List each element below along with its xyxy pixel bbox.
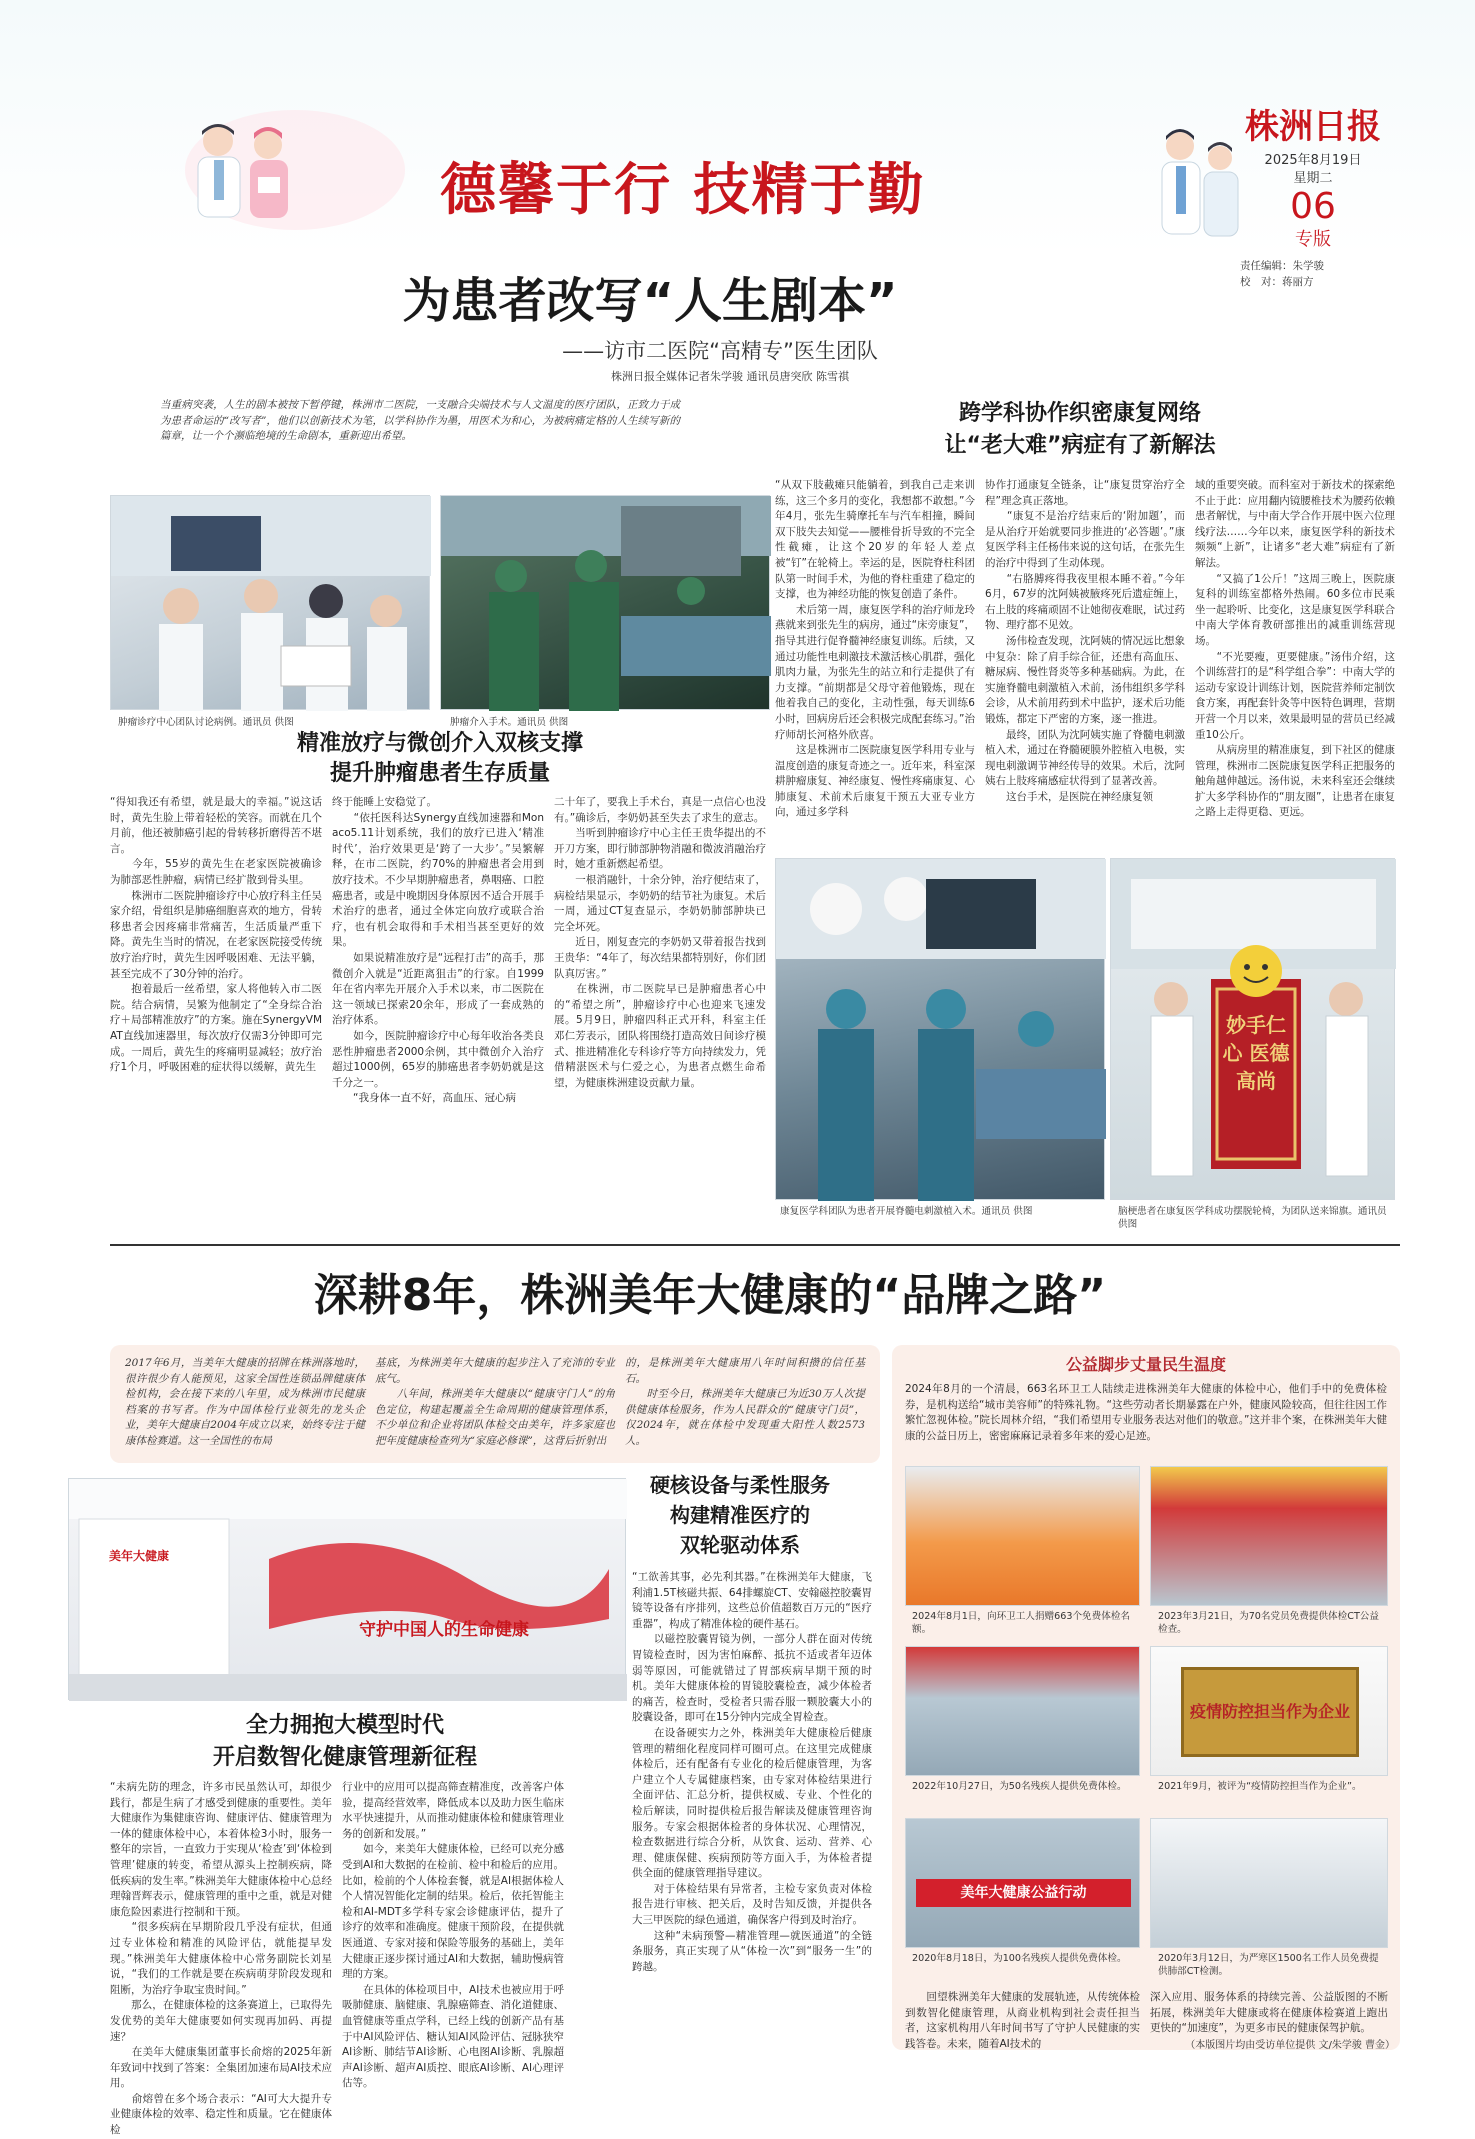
lobby-logo-text: 美年大健康: [109, 1549, 170, 1563]
welfare-banner-text: 美年大健康公益行动: [960, 1885, 1087, 1901]
article1-intro: 当重病突袭，人生的剧本被按下暂停键，株洲市二医院，一支融合尖端技术与人文温度的医疗团队，正致力于成为患者命运的“改写者”，他们以创新技术为笔，以学科协作为墨，用医术为和心，为被病痛定格的人生续写新的篇章，让一个个濒临绝境的生命剧本，重新迎出希望。: [160, 399, 680, 443]
photo-caption-spinal-surgery: 康复医学科团队为患者开展脊髓电刺激植入术。通讯员 供图: [780, 1206, 1033, 1217]
article1-subtitle: ——访市二医院“高精专”医生团队: [562, 339, 878, 363]
section-c-column-2: 行业中的应用可以提高筛查精准度，改善客户体验，提高经营效率，降低成本以及助力医生临床水平快速提升，从而推动健康体检和健康管理业务的创新和发展。” 如今，来美年大健康体检，已经可以充分感受到AI和大数据的在检前、检中和检后的应用。比如，检前的个人体检套餐，就是AI根据体检人个人情况智能化定制的结果。检后，依托智能主检和AI-MDT多学科专家会诊健康评估，提升了诊疗的效率和准确度。健康干预阶段，在提供就医通道、专家对接和保险等服务的基础上，美年大健康正逐步探讨通过AI和大数据，辅助慢病管理的方案。 在具体的体检项目中，AI技术也被应用于呼吸肺健康、脑健康、乳腺癌筛查、消化道健康、血管健康等重点学科，已经上线的创新产品有基于中AI风险评估、糖认知AI风险评估、冠脉狭窄AI诊断、肺结节AI诊断、心电图AI诊断、乳腺超声AI诊断、超声AI质控、眼底AI诊断、AI心理评估等。: [342, 1781, 564, 2090]
award-plaque-text: 疫情防控担当作为企业: [1189, 1702, 1350, 1721]
article2-intro-column-3: 的，是株洲美年大健康用八年时间积攒的信任基石。 时至今日，株洲美年大健康已为近30万人次提供健康体检服务，作为人民群众的“健康守门员”，仅2024年，就在体检中发现重大阳性人数2573人。: [625, 1357, 865, 1447]
photo-clinic-lobby: [68, 1478, 626, 1700]
section-c-column-1: “未病先防的理念，许多市民虽然认可，却很少践行，都是生病了才感受到健康的重要性。美年大健康作为集健康咨询、健康评估、健康管理为一体的健康体检中心，本着体检3小时，服务一整年的宗旨，一直致力于实现从‘检查’到‘体检到管理’健康的转变，希望从源头上控制疾病，降低疾病的发生率。”株洲美年大健康体检中心总经理翰晋辉表示，健康管理的重中之重，就是对健康危险因素进行控制和干预。 “很多疾病在早期阶段几乎没有症状，但通过专业体检和精准的风险评估，就能提早发现。”株洲美年大健康体检中心常务副院长刘星说，“我们的工作就是要在疾病萌芽阶段发现和阻断，为治疗争取宝贵时间。” 那么，在健康体检的这条赛道上，已取得先发优势的美年大健康要如何实现再加码、再提速？ 在美年大健康集团董事长俞熔的2025年新年致词中找到了答案：全集团加速布局AI技术应用。 俞熔曾在多个场合表示：“AI可大大提升专业健康体检的效率、稳定性和质量。它在健康体检: [110, 1781, 332, 2137]
photo-tumor-surgery: [440, 495, 770, 710]
section-b-column-2: 协作打通康复全链条，让“康复贯穿治疗全程”理念真正落地。 “康复不是治疗结束后的‘附加题’，而是从治疗开始就要同步推进的‘必答题’。”康复医学科主任杨伟来说的这句话，在张先生的治疗中得到了生动体现。 “右胳膊疼得我夜里根本睡不着。”今年6月，67岁的沈阿姨被腋疼死后遗症缠上，右上肢的疼痛顽固不让她彻夜难眠，试过药物、理疗都不见效。 汤伟检查发现，沈阿姨的情况远比想象中复杂：除了肩手综合征，还患有高血压、糖尿病、慢性肾炎等多种基础病。为此，在实施脊髓电刺激植入术前，汤伟组织多学科会诊，从术前用药到术中监护，逐术后功能锻炼，都定下严密的方案，逐一推进。 最终，团队为沈阿姨实施了脊髓电刺激植入术，通过在脊髓硬膜外腔植入电极，实现电刺激调节神经传导的效果。术后，沈阿姨右上肢疼痛感症状得到了显著改善。 这台手术，是医院在神经康复领: [985, 479, 1185, 803]
article2-intro-column-2: 基底，为株洲美年大健康的起步注入了充沛的专业底气。 八年间，株洲美年大健康以“健康守门人”的角色定位，构建起覆盖全生命周期的健康管理体系，不少单位和企业将团队体检交由美年，许多家庭也把年度健康检查列为“家庭必修课”，这背后折射出: [375, 1357, 615, 1447]
photo-team-discussion: [110, 495, 430, 710]
proof-line: 校 对：蒋丽方: [1240, 276, 1314, 288]
editor-line: 责任编辑：朱学骏: [1240, 260, 1324, 272]
photo-caption-award: 2021年9月，被评为“疫情防控担当作为企业”。: [1158, 1781, 1362, 1792]
issue-weekday: 星期二: [1293, 171, 1333, 186]
section-a-column-2: 终于能睡上安稳觉了。 “依托医科达Synergy直线加速器和Monaco5.11计划系统，我们的放疗已进入‘精准时代’，治疗效果更是‘跨了一大步’。”吴繁解释，在市二医院，约70%的肿瘤患者会用到放疗技术。不少早期肿瘤患者，鼻咽癌、口腔癌患者，或是中晚期因身体原因不适合开展手术治疗的患者，通过全体定向放疗或联合治疗，也有机会取得和手术相当甚至更好的效果。 如果说精准放疗是“远程打击”的高手，那微创介入就是“近距离狙击”的行家。自1999年在省内率先开展介入手术以来，市二医院在这一领域已探索20余年，形成了一套成熟的治疗体系。 如今，医院肿瘤诊疗中心每年收治各类良恶性肿瘤患者2000余例，其中微创介入治疗超过1000例，65岁的肺癌患者李奶奶就是这千分之一。 “我身体一直不好，高血压、冠心病: [332, 796, 544, 1105]
photo-lung-ct-2020: [1150, 1818, 1388, 1948]
section-b-column-1: “从双下肢截瘫只能躺着，到我自己走来训练，这三个多月的变化，我想都不敢想。”今年4月，张先生骑摩托车与汽车相撞，瞬间双下肢失去知觉——腰椎骨折导致的不完全性截瘫，让这个20岁的年轻人差点被“钉”在轮椅上。幸运的是，医院脊柱科团队第一时间手术，为他的脊柱重建了稳定的支撑，也为神经功能的恢复创造了条件。 术后第一周，康复医学科的治疗师龙玲燕就来到张先生的病房，通过“床旁康复”，指导其进行促脊髓神经康复训练。后续，又通过功能性电刺激技术激活核心肌群，强化肌肉力量，为张先生的站立和行走提供了有力支撑。“前期都是父母守着他锻炼，现在他着我自己的变化，主动性强，每天训练6小时，回病房后还会积极完成配套练习。”治疗师胡长河格外欣喜。 这是株洲市二医院康复医学科用专业与温度创造的康复奇迹之一。近年来，科室深耕肿瘤康复、神经康复、慢性疼痛康复、心肺康复、术前术后康复干预五大亚专业方向，通过多学科: [775, 479, 975, 819]
section-a-column-3: 二十年了，要我上手术台，真是一点信心也没有。”确诊后，李奶奶甚至失去了求生的意志。 当听到肿瘤诊疗中心主任王贵华提出的不开刀方案，即行肺部肿物消融和微波消融治疗时，她才重新燃起希望。 一根消融针，十余分钟，治疗便结束了，病检结果显示，李奶奶的结节社为康复。术后一周，通过CT复查显示，李奶奶肺部肿块已完全坏死。 近日，刚复查完的李奶奶又带着报告找到王贵华：“4年了，每次结果都特别好，你们团队真厉害。” 在株洲，市二医院早已是肿瘤患者心中的“希望之所”，肿瘤诊疗中心也迎来飞速发展。5月9日，肿瘤四科正式开科，科室主任邓仁芳表示，团队将围绕打造高效日间诊疗模式、推进精准化专科诊疗等方向持续发力，凭借精湛医术与仁爱之心，为患者点燃生命希望，为健康株洲建设贡献力量。: [554, 796, 766, 1089]
section-b-column-3: 域的重要突破。而科室对于新技术的探索绝不止于此：应用翻内镜腰椎技术为腰药依赖患者解忧，与中南大学合作开展中医六位理线疗法……今年以来，康复医学科的新技术频频“上新”，让诸多“老大难”病症有了新解法。 “又搞了1公斤！”这周三晚上，医院康复科的训练室都格外热闹。60多位市民乘坐一起聆听、比变化，这是康复医学科联合中南大学体育教研部推出的减重训练营现场。 “不光要瘦，更要健康。”汤伟介绍，这个训练营打的是“科学组合拳”：中南大学的运动专家设计训练计划，医院营养师定制饮食方案，再配套针灸等中医特色调理，营期开营一个月以来，效果最明显的营员已经减重10公斤。 从病房里的精准康复，到下社区的健康管理，株洲市二医院康复医学科正把服务的触角越伸越远。汤伟说，未来科室还会继续扩大多学科协作的“朋友圈”，让患者在康复之路上走得更稳、更远。: [1195, 479, 1395, 819]
doctor-illustration-left: [180, 115, 300, 225]
section-a-title-line1: 精准放疗与微创介入双核支撑: [296, 731, 583, 756]
section-d-title-line2: 构建精准医疗的: [670, 1503, 810, 1527]
photo-spinal-surgery: [775, 858, 1105, 1200]
page-number: 06: [1290, 186, 1336, 227]
issue-date: 2025年8月19日: [1264, 153, 1362, 168]
article1-byline: 株洲日报全媒体记者朱学骏 通讯员唐突欣 陈雪祺: [611, 370, 849, 383]
section-a-column-1: “得知我还有希望，就是最大的幸福。”说这话时，黄先生脸上带着轻松的笑容。而就在几个月前，他还被肺癌引起的骨转移折磨得苦不堪言。 今年，55岁的黄先生在老家医院被确诊为肺部恶性肿瘤，病情已经扩散到骨头里。 株洲市二医院肿瘤诊疗中心放疗科主任吴家介绍，骨组织是肺癌细胞喜欢的地方，骨转移患者会因疼痛非常痛苦，生活质量严重下降。黄先生当时的情况，在老家医院接受传统放疗治疗时，黄先生因呼吸困难、无法平躺，甚至完成不了30分钟的治疗。 抱着最后一丝希望，家人将他转入市二医院。结合病情，吴繁为他制定了“全身综合治疗＋局部精准放疗”的方案。施在SynergyVMAT直线加速器里，每次放疗仅需3分钟即可完成。一周后，黄先生的疼痛明显减轻；放疗治疗1个月，呼吸困难的症状得以缓解，黄先生: [110, 796, 322, 1074]
credit-line: （本版图片均由受访单位提供 文/朱学骏 曹金）: [1185, 2040, 1395, 2051]
photo-sanitation-workers: [905, 1466, 1140, 1606]
section-d-column: “工欲善其事，必先利其器。”在株洲美年大健康，飞利浦1.5T核磁共振、64排螺旋CT、安翰磁控胶囊胃镜等设备有序排列，这些总价值超数百万元的“医疗重器”，构成了精准体检的硬件基石。 以磁控胶囊胃镜为例，一部分人群在面对传统胃镜检查时，因为害怕麻醉、抵抗不适或者年迈体弱等原因，可能就错过了胃部疾病早期干预的时机。美年大健康体检的胃镜胶囊检查，减少体检者的痛苦，检查时，受检者只需吞服一颗胶囊大小的胶囊设备，即可在15分钟内完成全胃检查。 在设备硬实力之外，株洲美年大健康检后健康管理的精细化程度同样可圈可点。在这里完成健康体检后，还有配备有专业化的检后健康管理，为客户建立个人专属健康档案，由专家对体检结果进行全面评估、汇总分析，提供权威、专业、个性化的检后解读，同时提供检后报告解读及健康管理咨询服务。专家会根据体检者的身体状况、心理情况，检查数据进行综合分析，从饮食、运动、营养、心理、健康保健、疾病预防等方面入手，为体检者提供全面的健康管理指导建议。 对于体检结果有异常者，主检专家负责对体检报告进行审核、把关后，及时告知反馈，并提供各大三甲医院的绿色通道，确保客户得到及时治疗。 这种“未病预警—精准管理—就医通道”的全链条服务，真正实现了从“体检一次”到“服务一生”的跨越。: [632, 1571, 872, 1973]
article2-title: 深耕8年，株洲美年大健康的“品牌之路”: [313, 1270, 1107, 1321]
closing-column-2: 深入应用、服务体系的持续完善、公益版图的不断拓展，株洲美年大健康或将在健康体检赛道上跑出更快的“加速度”，为更多市民的健康保驾护航。: [1150, 1991, 1388, 2035]
section-b-title-line2: 让“老大难”病症有了新解法: [944, 433, 1216, 458]
article2-intro-column-1: 2017年6月，当美年大健康的招牌在株洲落地时，很许很少有人能预见，这家全国性连锁品牌健康体检机构，会在接下来的八年里，成为株洲市民健康档案的书写者。作为中国体检行业领先的龙头企业，美年大健康自2004年成立以来，始终专注于健康体检赛道。这一全国性的布局: [125, 1357, 365, 1447]
masthead-slogan: 德馨于行 技精于勤: [440, 157, 926, 223]
section-divider: [110, 1244, 1400, 1246]
page-label: 专版: [1295, 229, 1331, 250]
photo-caption-disabled-2022: 2022年10月27日，为50名残疾人提供免费体检。: [912, 1781, 1127, 1792]
section-b-title-line1: 跨学科协作织密康复网络: [958, 401, 1201, 426]
pennant-text: 妙手仁心 医德高尚: [1222, 1013, 1290, 1093]
closing-column-1: 回望株洲美年大健康的发展轨迹，从传统体检到数智化健康管理，从商业机构到社会责任担当者，这家机构用八年时间书写了守护人民健康的实践答卷。未来，随着AI技术的: [905, 1991, 1140, 2050]
welfare-title: 公益脚步丈量民生温度: [1065, 1355, 1226, 1374]
photo-caption-tumor-surgery: 肿瘤介入手术。通讯员 供图: [450, 717, 569, 728]
photo-disabled-checkup-2022: [905, 1646, 1140, 1776]
photo-caption-sanitation: 2024年8月1日，向环卫工人捐赠663个免费体检名额。: [912, 1611, 1131, 1635]
paper-name-logo: 株洲日报: [1245, 107, 1381, 147]
section-a-title-line2: 提升肿瘤患者生存质量: [329, 761, 550, 786]
photo-caption-disabled-2020: 2020年8月18日，为100名残疾人提供免费体检。: [912, 1953, 1127, 1964]
lobby-wall-slogan: 守护中国人的生命健康: [359, 1620, 529, 1640]
photo-award-plaque: [1150, 1646, 1388, 1776]
photo-caption-pennant: 脑梗患者在康复医学科成功摆脱轮椅，为团队送来锦旗。通讯员 供图: [1118, 1206, 1387, 1230]
welfare-text: 2024年8月的一个清晨，663名环卫工人陆续走进株洲美年大健康的体检中心，他们手中的免费体检券，是机构送给“城市美容师”的特殊礼物。“这些劳动者长期暴露在户外，健康风险较高，但往往因工作繁忙忽视体检。”院长周林介绍，“我们希望用专业服务表达对他们的敬意。”这并非个案，在株洲美年大健康的公益日历上，密密麻麻记录着多年来的爱心足迹。: [905, 1383, 1387, 1442]
photo-caption-team-discussion: 肿瘤诊疗中心团队讨论病例。通讯员 供图: [118, 717, 294, 728]
section-c-title-line1: 全力拥抱大模型时代: [245, 1713, 444, 1738]
section-c-title-line2: 开启数智化健康管理新征程: [212, 1745, 477, 1770]
photo-caption-lung-ct: 2020年3月12日，为严寒区1500名工作人员免费提供肺部CT检测。: [1158, 1953, 1379, 1977]
photo-caption-party: 2023年3月21日，为70名党员免费提供体检CT公益检查。: [1158, 1611, 1379, 1635]
photo-party-members: [1150, 1466, 1388, 1606]
article1-title: 为患者改写“人生剧本”: [402, 273, 898, 329]
section-d-title-line1: 硬核设备与柔性服务: [650, 1473, 830, 1497]
photo-pennant-presentation: [1110, 858, 1395, 1200]
photo-disabled-checkup-2020: [905, 1818, 1140, 1948]
section-d-title-line3: 双轮驱动体系: [680, 1533, 800, 1557]
